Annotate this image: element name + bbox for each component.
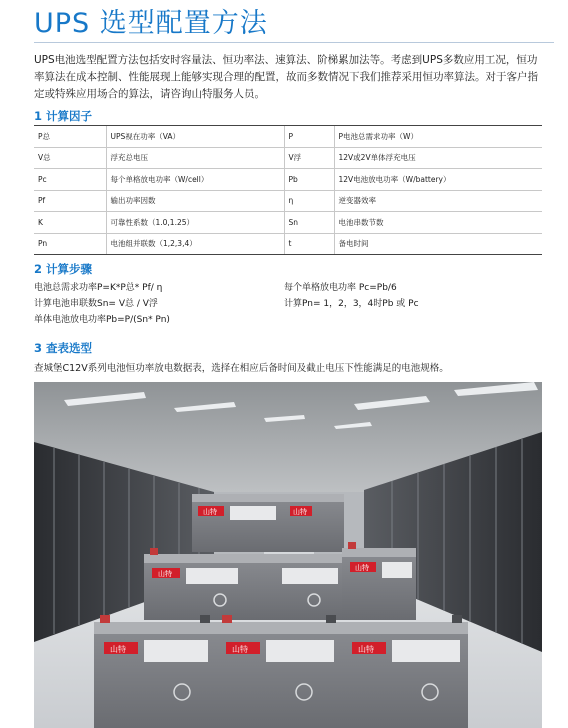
- formula-column-left: [34, 280, 170, 328]
- factor-description: 电池组并联数（1,2,3,4）: [106, 233, 284, 255]
- factor-symbol: Pb: [284, 169, 334, 191]
- factor-description: 每个单格放电功率（W/cell）: [106, 169, 284, 191]
- battery-brand-text: 山特: [232, 645, 248, 654]
- formula-battery-power: 单体电池放电功率Pb=P/(Sn* Pn): [34, 315, 170, 325]
- formula-total-power: 电池总需求功率P=K*P总* Pf/ η: [34, 283, 163, 293]
- battery-brand-text: 山特: [355, 565, 369, 572]
- factor-description: 备电时间: [334, 233, 542, 255]
- section-heading-factors: 1 计算因子: [34, 109, 93, 123]
- factor-symbol: Sn: [284, 212, 334, 234]
- factor-symbol: Pc: [34, 169, 106, 191]
- factor-symbol: Pf: [34, 190, 106, 212]
- formula-series-count: 计算电池串联数Sn= V总 / V浮: [34, 299, 158, 309]
- factor-description: 逆变器效率: [334, 190, 542, 212]
- factors-row: [34, 147, 542, 169]
- factors-row: [34, 212, 542, 234]
- factor-symbol: P总: [34, 126, 106, 148]
- factor-symbol: V总: [34, 147, 106, 169]
- battery-brand-text: 山特: [293, 509, 307, 516]
- battery-brand-text: 山特: [158, 571, 172, 578]
- factor-symbol: Pn: [34, 233, 106, 255]
- factor-description: 12V电池放电功率（W/battery）: [334, 169, 542, 191]
- factor-symbol: P: [284, 126, 334, 148]
- battery-brand-text: 山特: [203, 509, 217, 516]
- datacenter-battery-photo: [34, 382, 542, 728]
- section-heading-lookup: 3 查表选型: [34, 341, 93, 355]
- title-divider: [34, 42, 554, 43]
- factors-row: [34, 190, 542, 212]
- factor-description: 输出功率因数: [106, 190, 284, 212]
- factor-description: 12V或2V单体浮充电压: [334, 147, 542, 169]
- factor-description: 电池串数节数: [334, 212, 542, 234]
- formula-column-right: [284, 280, 419, 312]
- factor-description: UPS视在功率（VA）: [106, 126, 284, 148]
- formula-cell-power: 每个单格放电功率 Pc=Pb/6: [284, 283, 397, 293]
- factors-row: [34, 126, 542, 148]
- factors-row: [34, 233, 542, 255]
- factor-description: 浮充总电压: [106, 147, 284, 169]
- formula-parallel-calc: 计算Pn= 1，2，3，4时Pb 或 Pc: [284, 299, 419, 309]
- factor-description: 可靠性系数（1.0,1.25）: [106, 212, 284, 234]
- lookup-description: 查城堡C12V系列电池恒功率放电数据表，选择在相应后备时间及截止电压下性能满足的电池规格。: [34, 363, 449, 374]
- factors-table: [34, 125, 542, 255]
- page-title: UPS 选型配置方法: [34, 8, 268, 39]
- factor-symbol: K: [34, 212, 106, 234]
- section-heading-steps: 2 计算步骤: [34, 262, 93, 276]
- battery-brand-text: 山特: [110, 645, 126, 654]
- datacenter-illustration: [34, 382, 542, 728]
- factors-row: [34, 169, 542, 191]
- battery-brand-text: 山特: [358, 645, 374, 654]
- factor-symbol: V浮: [284, 147, 334, 169]
- intro-paragraph: UPS电池选型配置方法包括安时容量法、恒功率法、速算法、阶梯累加法等。考虑到UPS多数应用工况，恒功率算法在成本控制、性能展现上能够实现合理的配置，故而多数情况下我们推荐采用恒功率算法。对于客户指定或特殊应用场合的算法，请咨询山特服务人员。: [34, 54, 538, 100]
- factor-symbol: η: [284, 190, 334, 212]
- factor-symbol: t: [284, 233, 334, 255]
- factor-description: P电池总需求功率（W）: [334, 126, 542, 148]
